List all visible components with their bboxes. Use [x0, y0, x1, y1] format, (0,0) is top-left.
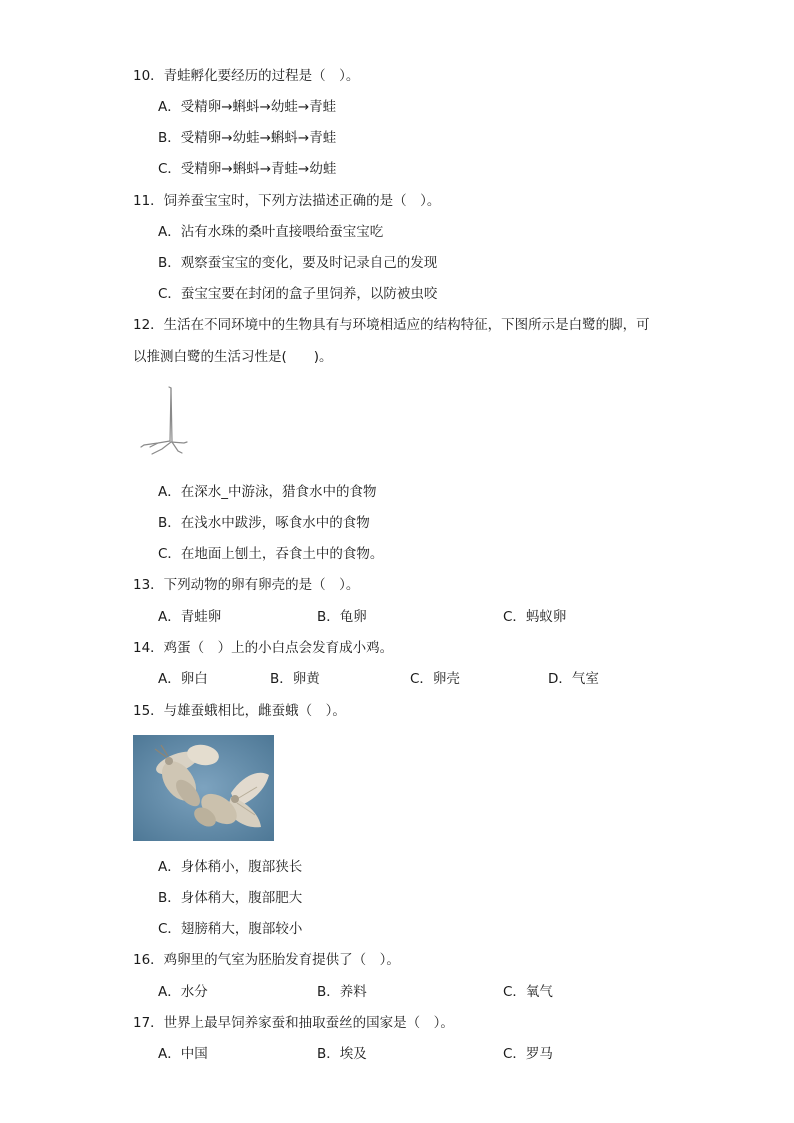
- question-14-stem: 14．鸡蛋（ ）上的小白点会发育成小鸡。: [133, 640, 394, 656]
- question-11-stem: 11．饲养蚕宝宝时，下列方法描述正确的是（ ）。: [133, 193, 441, 209]
- question-17-option-c: C．罗马: [503, 1046, 553, 1062]
- question-12-stem-line2: 以推测白鹭的生活习性是( )。: [133, 349, 333, 365]
- question-15-option-c: C．翅膀稍大，腹部较小: [158, 921, 303, 937]
- question-12-option-c: C．在地面上刨土，吞食土中的食物。: [158, 546, 384, 562]
- question-13-stem: 13．下列动物的卵有卵壳的是（ ）。: [133, 577, 360, 593]
- question-11-option-c: C．蚕宝宝要在封闭的盒子里饲养，以防被虫咬: [158, 286, 438, 302]
- question-11-option-b: B．观察蚕宝宝的变化，要及时记录自己的发现: [158, 255, 438, 271]
- question-11-option-a: A．沾有水珠的桑叶直接喂给蚕宝宝吃: [158, 224, 384, 240]
- question-10-stem: 10．青蛙孵化要经历的过程是（ ）。: [133, 68, 360, 84]
- question-10-option-a: A．受精卵→蝌蚪→幼蛙→青蛙: [158, 99, 337, 115]
- question-16-stem: 16．鸡卵里的气室为胚胎发育提供了（ ）。: [133, 952, 400, 968]
- question-12-option-a: A．在深水_中游泳，猎食水中的食物: [158, 484, 377, 500]
- question-13-option-a: A．青蛙卵: [158, 609, 222, 625]
- egret-foot-drawing: [138, 385, 188, 457]
- question-13-option-c: C．蚂蚁卵: [503, 609, 567, 625]
- silk-moths-photo: [133, 735, 274, 841]
- question-17-option-b: B．埃及: [317, 1046, 367, 1062]
- question-12-stem-line1: 12．生活在不同环境中的生物具有与环境相适应的结构特征，下图所示是白鹭的脚，可: [133, 317, 650, 333]
- question-15-option-a: A．身体稍小，腹部狭长: [158, 859, 303, 875]
- question-10-option-b: B．受精卵→幼蛙→蝌蚪→青蛙: [158, 130, 337, 146]
- question-17-stem: 17．世界上最早饲养家蚕和抽取蚕丝的国家是（ ）。: [133, 1015, 454, 1031]
- question-17-option-a: A．中国: [158, 1046, 208, 1062]
- question-15-stem: 15．与雄蚕蛾相比，雌蚕蛾（ ）。: [133, 703, 346, 719]
- question-14-option-a: A．卵白: [158, 671, 208, 687]
- question-13-option-b: B．龟卵: [317, 609, 367, 625]
- question-14-option-b: B．卵黄: [270, 671, 320, 687]
- question-14-option-d: D．气室: [548, 671, 599, 687]
- question-12-option-b: B．在浅水中跋涉，啄食水中的食物: [158, 515, 370, 531]
- question-16-option-a: A．水分: [158, 984, 208, 1000]
- question-15-option-b: B．身体稍大，腹部肥大: [158, 890, 303, 906]
- question-14-option-c: C．卵壳: [410, 671, 460, 687]
- question-10-option-c: C．受精卵→蝌蚪→青蛙→幼蛙: [158, 161, 337, 177]
- question-16-option-b: B．养料: [317, 984, 367, 1000]
- question-16-option-c: C．氧气: [503, 984, 553, 1000]
